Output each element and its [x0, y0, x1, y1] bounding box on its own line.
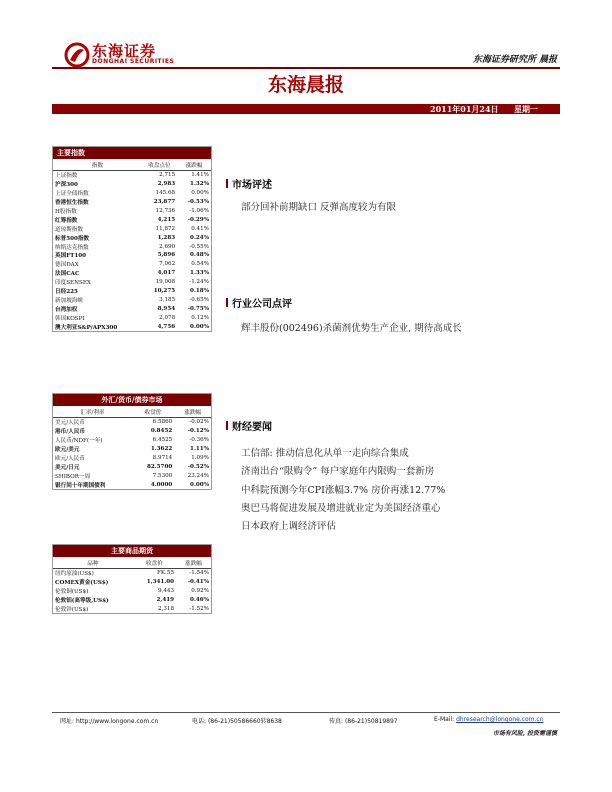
- news-item: 奥巴马将促进发展及增进就业定为美国经济重心: [241, 503, 441, 514]
- row-change: -0.02%: [189, 419, 209, 426]
- row-change: -1.24%: [189, 279, 209, 286]
- row-name: 法国CAC: [55, 271, 80, 278]
- row-change: -0.53%: [187, 199, 209, 206]
- footer-fax: [329, 716, 398, 725]
- company-section-text: 辉丰股份(002496)杀菌剂优势生产企业, 期待高成长: [241, 323, 462, 334]
- row-change: 0.00%: [191, 190, 209, 197]
- news-item: 济南出台“限购令” 每户家庭年内限购一套新房: [241, 466, 435, 477]
- fax-label: 传真:: [329, 718, 344, 725]
- table-row: [53, 596, 211, 605]
- row-name: 香港恒生指数: [55, 200, 89, 207]
- row-name: 澳大利亚S&P/APX300: [55, 324, 118, 331]
- row-value: 1,283: [157, 234, 176, 241]
- row-value: 2,983: [157, 181, 176, 188]
- row-change: 1.09%: [191, 455, 209, 461]
- row-name: 港币/人民币: [55, 429, 86, 436]
- row-change: 0.00%: [190, 323, 209, 330]
- commodities-table: [53, 557, 211, 613]
- commodities-panel-title: 主要商品期货: [53, 545, 211, 557]
- risk-note: 市场有风险, 投资需谨慎: [492, 730, 557, 737]
- table-row: [53, 313, 211, 322]
- row-value: 2,690: [159, 243, 176, 250]
- col-header: 收盘点位: [142, 159, 177, 171]
- row-value: 4,017: [157, 270, 176, 277]
- row-change: 0.24%: [190, 234, 209, 241]
- table-row: [53, 578, 211, 587]
- row-value: 1,341.00: [146, 579, 175, 586]
- company-logo: [64, 42, 214, 68]
- row-value: 10,275: [153, 288, 176, 295]
- col-header: 收盘价: [132, 406, 174, 418]
- commodities-panel: [52, 544, 212, 614]
- row-change: -0.12%: [187, 428, 209, 435]
- row-name: 沪深300: [55, 182, 78, 189]
- row-name: 人民币/NDF(一年): [55, 438, 103, 445]
- table-row: [53, 207, 211, 216]
- table-row: [53, 171, 211, 180]
- commodities-header-row: [53, 557, 211, 569]
- indices-header-row: [53, 159, 211, 171]
- table-row: [53, 278, 211, 287]
- row-change: -0.52%: [187, 463, 209, 470]
- row-value: 2,419: [156, 597, 175, 604]
- col-header: 品种: [53, 557, 133, 569]
- fx-panel: [52, 393, 212, 490]
- row-change: 0.48%: [190, 252, 209, 259]
- row-change: 1.11%: [190, 446, 209, 453]
- row-value: 145.68: [155, 190, 176, 197]
- table-row: [53, 215, 211, 224]
- header-divider: [52, 67, 560, 69]
- logo-text-en: DONGHAI SECURITIES: [92, 58, 175, 65]
- row-change: -0.41%: [187, 579, 209, 586]
- row-name: 印度SENSEX: [55, 280, 91, 287]
- news-item: 工信部: 推动信息化从单一走向综合集成: [241, 448, 409, 459]
- row-change: 1.33%: [190, 270, 209, 277]
- date-bar: [52, 104, 560, 114]
- row-name: 上证全债指数: [55, 191, 89, 198]
- table-row: [53, 471, 211, 480]
- table-row: [53, 304, 211, 313]
- table-row: [53, 189, 211, 198]
- table-row: [53, 569, 211, 578]
- logo-mark-icon: [64, 42, 90, 68]
- row-change: 0.54%: [191, 261, 209, 268]
- row-name: COMEX黄金(US$): [55, 580, 109, 587]
- fx-table: [53, 406, 211, 489]
- table-row: [53, 260, 211, 269]
- row-change: -1.06%: [189, 208, 209, 214]
- table-row: [53, 587, 211, 596]
- row-change: 0.12%: [191, 314, 209, 321]
- row-value: 82.5700: [146, 463, 173, 470]
- row-name: 红筹指数: [55, 217, 78, 224]
- row-name: 纳斯达克指数: [55, 244, 89, 251]
- row-change: -0.36%: [189, 437, 209, 444]
- row-change: -0.55%: [189, 243, 209, 250]
- table-row: [53, 242, 211, 251]
- market-section-title: 市场评述: [232, 176, 272, 191]
- report-weekday: 星期一: [514, 104, 538, 114]
- email-label: E-Mail:: [434, 716, 455, 723]
- table-row: [53, 295, 211, 304]
- news-item: 中科院预测今年CPI涨幅3.7% 房价再涨12.77%: [241, 485, 446, 496]
- footer-phone: [192, 716, 282, 725]
- row-change: 1.32%: [190, 181, 209, 188]
- website-link[interactable]: http://www.longone.com.cn: [75, 718, 159, 725]
- table-row: [53, 480, 211, 489]
- col-header: 涨跌幅: [176, 557, 211, 569]
- indices-table: [53, 159, 211, 331]
- website-label: 网址:: [60, 718, 75, 725]
- row-change: 0.41%: [191, 225, 209, 232]
- row-value: 7.5300: [152, 472, 173, 479]
- row-value: 2,318: [158, 606, 175, 612]
- news-list: [241, 445, 541, 545]
- table-row: [53, 462, 211, 471]
- fax-value: (86-21)50819897: [344, 718, 398, 725]
- table-row: [53, 445, 211, 454]
- row-change: -0.29%: [187, 216, 209, 223]
- page-title: 东海晨报: [267, 74, 344, 96]
- report-date: 2011年01月24日: [430, 104, 499, 114]
- row-value: 3,185: [159, 296, 176, 303]
- row-name: 上证指数: [55, 173, 78, 180]
- footer-divider: [52, 712, 560, 713]
- row-change: 1.41%: [191, 172, 209, 179]
- table-row: [53, 269, 211, 278]
- table-row: [53, 224, 211, 233]
- table-row: [53, 418, 211, 427]
- row-value: 6.5860: [152, 419, 173, 426]
- row-name: 美元/人民币: [55, 420, 85, 427]
- row-name: 纽约原油(US$): [55, 571, 94, 578]
- row-value: 12,736: [155, 208, 176, 214]
- row-name: 台湾加权: [55, 306, 78, 313]
- row-name: H股指数: [55, 209, 77, 215]
- row-value: 9,443: [158, 588, 175, 595]
- row-name: 标普500指数: [55, 235, 90, 242]
- row-value: 1.3622: [150, 446, 173, 453]
- row-value: 11,872: [155, 225, 176, 232]
- row-name: 道琼斯指数: [55, 226, 83, 233]
- col-header: 汇率/利率: [53, 406, 132, 418]
- table-row: [53, 198, 211, 207]
- phone-value: (86-21)50586660转8638: [207, 718, 282, 725]
- col-header: 收盘价: [133, 557, 176, 569]
- fx-header-row: [53, 406, 211, 418]
- table-row: [53, 287, 211, 296]
- row-value: 5,896: [157, 252, 176, 259]
- table-row: [53, 322, 211, 331]
- table-row: [53, 605, 211, 614]
- row-name: 英国FT100: [55, 253, 86, 260]
- row-value: 8,954: [157, 305, 176, 312]
- row-value: 19,008: [155, 279, 176, 286]
- news-item: 日本政府上调经济评估: [241, 521, 337, 532]
- row-change: -0.65%: [189, 296, 209, 303]
- row-change: 0.92%: [191, 588, 209, 595]
- table-row: [53, 233, 211, 242]
- col-header: 指数: [53, 159, 142, 171]
- row-name: 欧元/人民币: [55, 456, 85, 462]
- phone-label: 电话:: [192, 718, 207, 725]
- row-name: 伦敦锌(US$): [55, 607, 89, 613]
- company-section-title: 行业公司点评: [232, 295, 292, 310]
- row-change: -1.54%: [189, 570, 209, 577]
- indices-panel-title: 主要指数: [53, 147, 211, 159]
- table-row: [53, 180, 211, 189]
- row-name: SHIBOR一周: [55, 473, 91, 480]
- row-value: 4,215: [157, 216, 176, 223]
- row-change: 0.18%: [190, 288, 209, 295]
- row-value: 2,715: [159, 172, 176, 179]
- row-name: 德国DAX: [55, 262, 79, 269]
- row-name: 欧元/美元: [55, 447, 80, 454]
- logo-text-cn: 东海证券: [92, 42, 157, 60]
- table-row: [53, 454, 211, 463]
- table-row: [53, 436, 211, 445]
- indices-panel: [52, 146, 212, 332]
- row-change: -0.75%: [187, 305, 209, 312]
- footer-website: [60, 716, 158, 725]
- header-label: 东海证券研究所 晨报: [472, 55, 557, 65]
- row-name: 日经225: [55, 289, 78, 296]
- row-change: 0.00%: [190, 481, 209, 488]
- email-link[interactable]: dhresearch@longone.com.cn: [456, 716, 544, 723]
- col-header: 涨跌幅: [177, 159, 211, 171]
- row-value: FK.55: [157, 570, 175, 577]
- row-change: 0.46%: [190, 597, 209, 604]
- row-change: 23.24%: [187, 472, 209, 479]
- row-value: 8.9714: [152, 455, 173, 461]
- row-name: 韩国KOSPI: [55, 315, 85, 322]
- col-header: 涨跌幅: [174, 406, 211, 418]
- row-name: 伦敦铝(高等级,US$): [55, 598, 109, 605]
- row-name: 美元/日元: [55, 464, 80, 471]
- row-value: 2,078: [159, 314, 176, 321]
- row-value: 7,062: [159, 261, 176, 268]
- row-change: -1.52%: [189, 606, 209, 612]
- row-name: 新加坡海峡: [55, 297, 83, 304]
- row-value: 0.8452: [150, 428, 173, 435]
- footer-email: [434, 716, 544, 723]
- row-value: 4.0000: [150, 481, 173, 488]
- row-value: 23,877: [153, 199, 176, 206]
- news-section-title: 财经要闻: [232, 418, 272, 433]
- fx-panel-title: 外汇/货币/债券市场: [53, 394, 211, 406]
- row-value: 6.4525: [152, 437, 173, 444]
- row-value: 4,756: [157, 323, 176, 330]
- row-name: 伦敦铜(US$): [55, 589, 89, 596]
- table-row: [53, 251, 211, 260]
- row-name: 银行间十年期国债利: [55, 482, 106, 489]
- table-row: [53, 427, 211, 436]
- market-section-text: 部分回补前期缺口 反弹高度较为有限: [241, 202, 397, 213]
